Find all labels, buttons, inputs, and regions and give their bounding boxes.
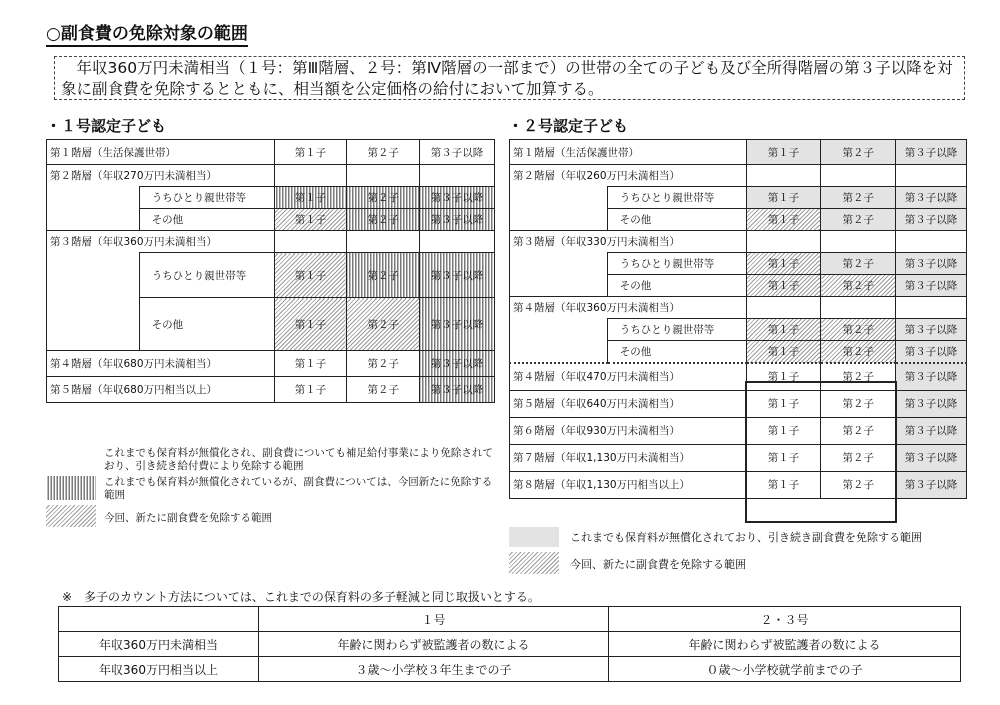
cell: 第１子 (746, 363, 821, 390)
cell (274, 165, 347, 187)
row-label: その他 (607, 209, 746, 231)
indent (510, 319, 608, 341)
intro-box: 年収360万円未満相当（１号：第Ⅲ階層、２号：第Ⅳ階層の一部まで）の世帯の全ての子ども及び全所得階層の第３子以降を対象に副食費を免除するとともに、相当額を公定価格の給付において加算する。 (54, 56, 965, 100)
cell: 第２子 (821, 253, 896, 275)
cell: 第１子 (746, 390, 821, 417)
cell: 第２子 (347, 187, 420, 209)
row-label: 第１階層（生活保護世帯） (510, 140, 747, 165)
cell: ３歳～小学校３年生までの子 (259, 657, 609, 682)
type1-table (46, 139, 495, 403)
cell: 第２子 (347, 253, 420, 298)
cell: 第３子以降 (896, 471, 967, 498)
cell: 第１子 (746, 471, 821, 498)
indent (510, 187, 608, 209)
cell (274, 231, 347, 253)
cell: 第３子以降 (420, 253, 495, 298)
row-label: その他 (139, 209, 274, 231)
cell (896, 297, 967, 319)
row-label: 第５階層（年収680万円相当以上） (47, 377, 275, 403)
cell (420, 231, 495, 253)
cell: 年齢に関わらず被監護者の数による (259, 632, 609, 657)
legend-text-2: これまでも保育料が無償化されているが、副食費については、今回新たに免除する範囲 (104, 476, 493, 501)
legend-swatch-vertical (46, 476, 96, 500)
indent (47, 187, 140, 209)
indent (47, 209, 140, 231)
row-label: うちひとり親世帯等 (607, 319, 746, 341)
type2-table (509, 139, 967, 499)
row-label: 年収360万円相当以上 (59, 657, 259, 682)
cell: 第３子以降 (420, 351, 495, 377)
cell (746, 165, 821, 187)
counting-table (58, 606, 961, 682)
cell: 第２子 (347, 209, 420, 231)
cell: 第１子 (746, 319, 821, 341)
page-title: ○副食費の免除対象の範囲 (46, 24, 248, 47)
row-label: 第１階層（生活保護世帯） (47, 140, 275, 165)
cell: 第２子 (821, 319, 896, 341)
cell: 第３子以降 (896, 341, 967, 364)
indent (510, 341, 608, 364)
cell: 第１子 (746, 341, 821, 364)
cell: 第１子 (274, 253, 347, 298)
cell: 第１子 (746, 209, 821, 231)
cell: 第３子以降 (420, 187, 495, 209)
indent (510, 209, 608, 231)
row-label: うちひとり親世帯等 (139, 253, 274, 298)
legend-text-3: 今回、新たに副食費を免除する範囲 (104, 512, 272, 524)
row-label: その他 (139, 298, 274, 351)
cell: ０歳～小学校就学前までの子 (609, 657, 961, 682)
legend-swatch-gray (509, 527, 559, 547)
legend-text-gray: これまでも保育料が無償化されており、引き続き副食費を免除する範囲 (570, 531, 922, 544)
row-label: 第４階層（年収680万円未満相当） (47, 351, 275, 377)
legend-swatch-hatch (46, 505, 96, 527)
row-label: 年収360万円未満相当 (59, 632, 259, 657)
cell: 第２子 (821, 187, 896, 209)
cell: 第３子以降 (896, 209, 967, 231)
legend-swatch-hatch (509, 552, 559, 574)
cell: 第３子以降 (896, 363, 967, 390)
cell: 第１子 (274, 187, 347, 209)
cell (821, 297, 896, 319)
cell (821, 165, 896, 187)
col-2: 第２子 (821, 140, 896, 165)
row-label: 第３階層（年収330万円未満相当） (510, 231, 747, 253)
indent (47, 298, 140, 351)
cell: 第２子 (821, 275, 896, 297)
row-label: 第４階層（年収360万円未満相当） (510, 297, 747, 319)
cell: 第２子 (347, 298, 420, 351)
indent (510, 275, 608, 297)
cell: 第１子 (746, 187, 821, 209)
col-3: 第３子以降 (896, 140, 967, 165)
cell: 第３子以降 (896, 417, 967, 444)
row-label: 第７階層（年収1,130万円未満相当） (510, 444, 747, 471)
cell (746, 297, 821, 319)
row-label: うちひとり親世帯等 (139, 187, 274, 209)
footnote: ※ 多子のカウント方法については、これまでの保育料の多子軽減と同じ取扱いとする。 (62, 590, 540, 604)
header-type23: ２・３号 (609, 607, 961, 632)
cell: 第２子 (821, 417, 896, 444)
cell: 第２子 (821, 390, 896, 417)
highlight-box (745, 381, 897, 523)
section-heading-type1: ・１号認定子ども (46, 117, 167, 135)
row-label: その他 (607, 275, 746, 297)
cell: 第１子 (274, 209, 347, 231)
row-label: 第４階層（年収470万円未満相当） (510, 363, 747, 390)
row-label: 第６階層（年収930万円未満相当） (510, 417, 747, 444)
cell (746, 231, 821, 253)
cell (420, 165, 495, 187)
cell: 第１子 (746, 444, 821, 471)
cell: 第３子以降 (896, 444, 967, 471)
cell: 第１子 (274, 298, 347, 351)
row-label: うちひとり親世帯等 (607, 253, 746, 275)
row-label: うちひとり親世帯等 (607, 187, 746, 209)
col-3: 第３子以降 (420, 140, 495, 165)
cell: 第２子 (347, 377, 420, 403)
row-label: 第３階層（年収360万円未満相当） (47, 231, 275, 253)
cell: 第１子 (274, 351, 347, 377)
row-label: 第８階層（年収1,130万円相当以上） (510, 471, 747, 498)
row-label: 第２階層（年収270万円未満相当） (47, 165, 275, 187)
cell: 第２子 (821, 471, 896, 498)
cell: 第３子以降 (420, 377, 495, 403)
row-label: 第５階層（年収640万円未満相当） (510, 390, 747, 417)
header-blank (59, 607, 259, 632)
col-2: 第２子 (347, 140, 420, 165)
legend-text-hatch: 今回、新たに副食費を免除する範囲 (570, 558, 746, 571)
cell: 第１子 (746, 253, 821, 275)
cell: 第２子 (821, 444, 896, 471)
legend-text-1: これまでも保育料が無償化され、副食費についても補足給付事業により免除されており、引き続き給付費により免除する範囲 (104, 447, 493, 472)
cell: 第３子以降 (420, 209, 495, 231)
cell: 第３子以降 (420, 298, 495, 351)
cell: 第３子以降 (896, 253, 967, 275)
col-1: 第１子 (746, 140, 821, 165)
cell: 第１子 (274, 377, 347, 403)
header-type1: １号 (259, 607, 609, 632)
indent (47, 253, 140, 298)
row-label: その他 (607, 341, 746, 364)
cell: 第１子 (746, 275, 821, 297)
cell (347, 231, 420, 253)
cell: 第２子 (821, 209, 896, 231)
cell: 第３子以降 (896, 187, 967, 209)
cell: 第２子 (821, 341, 896, 364)
cell (896, 231, 967, 253)
cell: 第１子 (746, 417, 821, 444)
cell: 第３子以降 (896, 275, 967, 297)
cell: 第２子 (821, 363, 896, 390)
cell: 年齢に関わらず被監護者の数による (609, 632, 961, 657)
cell (821, 231, 896, 253)
cell: 第２子 (347, 351, 420, 377)
section-heading-type2: ・２号認定子ども (508, 117, 629, 135)
indent (510, 253, 608, 275)
col-1: 第１子 (274, 140, 347, 165)
cell (347, 165, 420, 187)
cell (896, 165, 967, 187)
cell: 第３子以降 (896, 319, 967, 341)
row-label: 第２階層（年収260万円未満相当） (510, 165, 747, 187)
cell: 第３子以降 (896, 390, 967, 417)
